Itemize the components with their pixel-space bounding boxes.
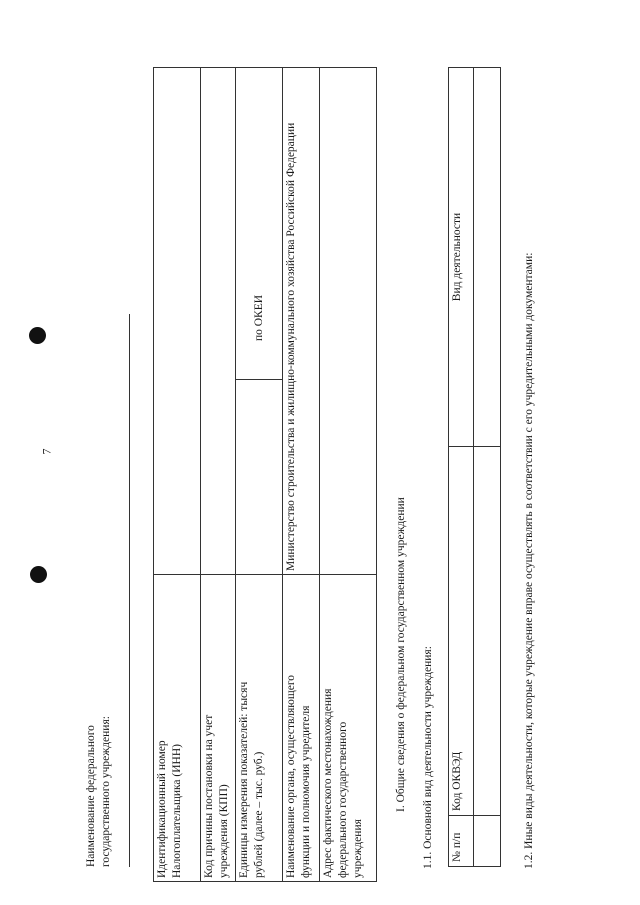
founder-label: Наименование органа, осуществляющего функции и полномочия учредителя <box>283 575 320 882</box>
institution-name-label: Наименование федерального государственного учреждения: <box>85 716 113 867</box>
section-1-1-title: 1.1. Основной вид деятельности учреждения: <box>422 646 434 869</box>
inn-value[interactable] <box>154 68 201 575</box>
units-label: Единицы измерения показателей: тысяч рублей (далее – тыс. руб.) <box>236 575 283 882</box>
okei-label: по ОКЕИ <box>236 257 282 380</box>
kpp-label: Код причины постановки на учет учреждения (КПП) <box>201 575 236 882</box>
founder-value[interactable]: Министерство строительства и жилищно-коммунального хозяйства Российской Федерации <box>283 68 320 575</box>
table-row <box>154 68 201 882</box>
col-header-number: № п/п <box>449 816 474 867</box>
address-value[interactable] <box>320 68 377 575</box>
table-row <box>236 68 283 882</box>
col-header-okved-code: Код ОКВЭД <box>449 447 474 816</box>
page-number: 7 <box>39 448 54 455</box>
okved-table <box>448 67 501 867</box>
cell-number[interactable] <box>474 816 501 867</box>
units-cell <box>236 68 283 575</box>
kpp-value[interactable] <box>201 68 236 575</box>
institution-info-table <box>153 67 377 882</box>
table-row <box>320 68 377 882</box>
inn-label: Идентификационный номер Налогоплательщика (ИНН) <box>154 575 201 882</box>
table-row <box>283 68 320 882</box>
cell-okved-code[interactable] <box>474 447 501 816</box>
section-1-title: I. Общие сведения о федеральном государственном учреждении <box>395 497 407 812</box>
cell-activity[interactable] <box>474 68 501 447</box>
table-row <box>449 68 474 867</box>
section-1-2-title: 1.2. Иные виды деятельности, которые учреждение вправе осуществлять в соответствии с его учредительными документами: <box>523 252 535 869</box>
units-blank <box>236 380 282 574</box>
col-header-activity: Вид деятельности <box>449 68 474 447</box>
table-row <box>474 68 501 867</box>
table-row <box>201 68 236 882</box>
address-label: Адрес фактического местонахождения федерального государственного учреждения <box>320 575 377 882</box>
institution-name-field[interactable] <box>129 314 130 867</box>
